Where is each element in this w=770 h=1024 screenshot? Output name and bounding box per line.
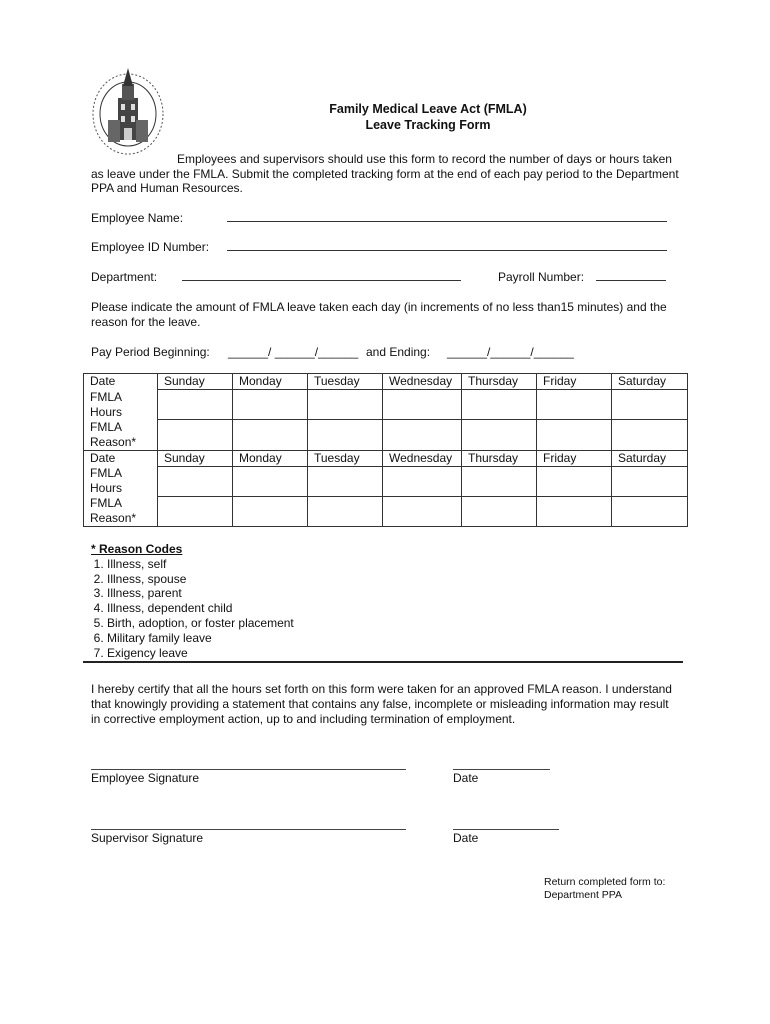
reason-code-item: 3. Illness, parent (107, 586, 294, 601)
leave-instruction: Please indicate the amount of FMLA leave taken each day (in increments of no less than15 minutes) and the reason for the leave. (91, 300, 667, 329)
hours-cell[interactable] (612, 466, 688, 496)
day-header: Saturday (612, 374, 688, 390)
form-subtitle: Leave Tracking Form (365, 118, 491, 132)
hours-cell[interactable] (383, 390, 462, 420)
day-header: Tuesday (308, 450, 383, 466)
reason-cell[interactable] (612, 420, 688, 451)
supervisor-date-field[interactable] (453, 829, 559, 830)
day-header: Thursday (462, 374, 537, 390)
reason-cell[interactable] (537, 420, 612, 451)
hours-cell[interactable] (158, 390, 233, 420)
reason-code-item: 2. Illness, spouse (107, 572, 294, 587)
return-instructions (544, 876, 665, 901)
day-header: Monday (233, 450, 308, 466)
payroll-number-label: Payroll Number: (498, 270, 585, 284)
reason-cell[interactable] (308, 496, 383, 527)
day-header: Wednesday (383, 374, 462, 390)
supervisor-signature-label: Supervisor Signature (91, 831, 204, 845)
certification-statement: I hereby certify that all the hours set forth on this form were taken for an approved FMLA reason. I understand that knowingly providing a statement that contains any false, incomplete or misleading information may result in corrective employment action, up to and including termination of employment. (91, 682, 672, 726)
reason-code-item: 4. Illness, dependent child (107, 601, 294, 616)
day-header: Thursday (462, 450, 537, 466)
reason-codes-heading: * Reason Codes (91, 542, 183, 556)
reason-code-item: 5. Birth, adoption, or foster placement (107, 616, 294, 631)
reason-cell[interactable] (308, 420, 383, 451)
hours-cell[interactable] (233, 466, 308, 496)
day-header: Tuesday (308, 374, 383, 390)
row-label-date: Date (84, 374, 158, 390)
week2-date-row (84, 450, 688, 466)
reason-cell[interactable] (233, 420, 308, 451)
hours-cell[interactable] (612, 390, 688, 420)
supervisor-date-label: Date (453, 831, 479, 845)
day-header: Wednesday (383, 450, 462, 466)
employee-date-label: Date (453, 771, 479, 785)
row-label-hours: FMLA Hours (84, 390, 158, 420)
day-header: Friday (537, 374, 612, 390)
week2-reason-row (84, 496, 688, 527)
employee-signature-field[interactable] (91, 769, 406, 770)
return-line-1: Return completed form to: (544, 876, 666, 888)
day-header: Sunday (158, 374, 233, 390)
reason-cell[interactable] (537, 496, 612, 527)
employee-id-field[interactable] (227, 240, 667, 251)
hours-cell[interactable] (537, 466, 612, 496)
employee-date-field[interactable] (453, 769, 550, 770)
reason-cell[interactable] (612, 496, 688, 527)
department-label: Department: (91, 270, 158, 284)
pay-period-begin-field[interactable]: ______/ ______/______ (228, 345, 359, 359)
pay-period-label: Pay Period Beginning: (91, 345, 210, 359)
section-divider (83, 661, 683, 663)
return-line-2: Department PPA (544, 888, 623, 901)
week2-hours-row (84, 466, 688, 496)
employee-name-label: Employee Name: (91, 211, 184, 225)
reason-cell[interactable] (158, 496, 233, 527)
reason-code-item: 7. Exigency leave (107, 646, 294, 661)
intro-first: Employees and supervisors should use this form to record the number of days or hours (177, 152, 640, 166)
row-label-reason: FMLA Reason* (84, 420, 158, 451)
week1-hours-row (84, 390, 688, 420)
reason-code-item: 6. Military family leave (107, 631, 294, 646)
hours-cell[interactable] (383, 466, 462, 496)
hours-cell[interactable] (308, 466, 383, 496)
week1-reason-row (84, 420, 688, 451)
day-header: Saturday (612, 450, 688, 466)
payroll-number-field[interactable] (596, 270, 666, 281)
intro-paragraph (91, 152, 681, 196)
row-label-reason: FMLA Reason* (84, 496, 158, 527)
reason-cell[interactable] (462, 420, 537, 451)
hours-cell[interactable] (233, 390, 308, 420)
hours-cell[interactable] (462, 466, 537, 496)
reason-cell[interactable] (233, 496, 308, 527)
ending-label: and Ending: (366, 345, 431, 359)
day-header: Monday (233, 374, 308, 390)
hours-cell[interactable] (537, 390, 612, 420)
supervisor-signature-field[interactable] (91, 829, 406, 830)
leave-tracking-table (83, 373, 688, 527)
department-field[interactable] (182, 270, 461, 281)
week1-date-row (84, 374, 688, 390)
pay-period-end-field[interactable]: ______/______/______ (447, 345, 574, 359)
reason-cell[interactable] (383, 496, 462, 527)
reason-cell[interactable] (383, 420, 462, 451)
employee-signature-label: Employee Signature (91, 771, 200, 785)
reason-cell[interactable] (158, 420, 233, 451)
employee-name-field[interactable] (227, 211, 667, 222)
hours-cell[interactable] (462, 390, 537, 420)
hours-cell[interactable] (158, 466, 233, 496)
employee-id-label: Employee ID Number: (91, 240, 210, 254)
reason-cell[interactable] (462, 496, 537, 527)
hours-cell[interactable] (308, 390, 383, 420)
reason-code-item: 1. Illness, self (107, 557, 294, 572)
form-title: Family Medical Leave Act (FMLA) (329, 102, 527, 116)
row-label-date: Date (84, 450, 158, 466)
day-header: Sunday (158, 450, 233, 466)
reason-codes-list (83, 557, 294, 661)
row-label-hours: FMLA Hours (84, 466, 158, 496)
intro-rest: taken as leave under the FMLA. Submit the completed tracking form at the end of each pay period to the Department PPA and Human Resources. (91, 152, 679, 195)
day-header: Friday (537, 450, 612, 466)
reason-codes-section (83, 542, 294, 660)
